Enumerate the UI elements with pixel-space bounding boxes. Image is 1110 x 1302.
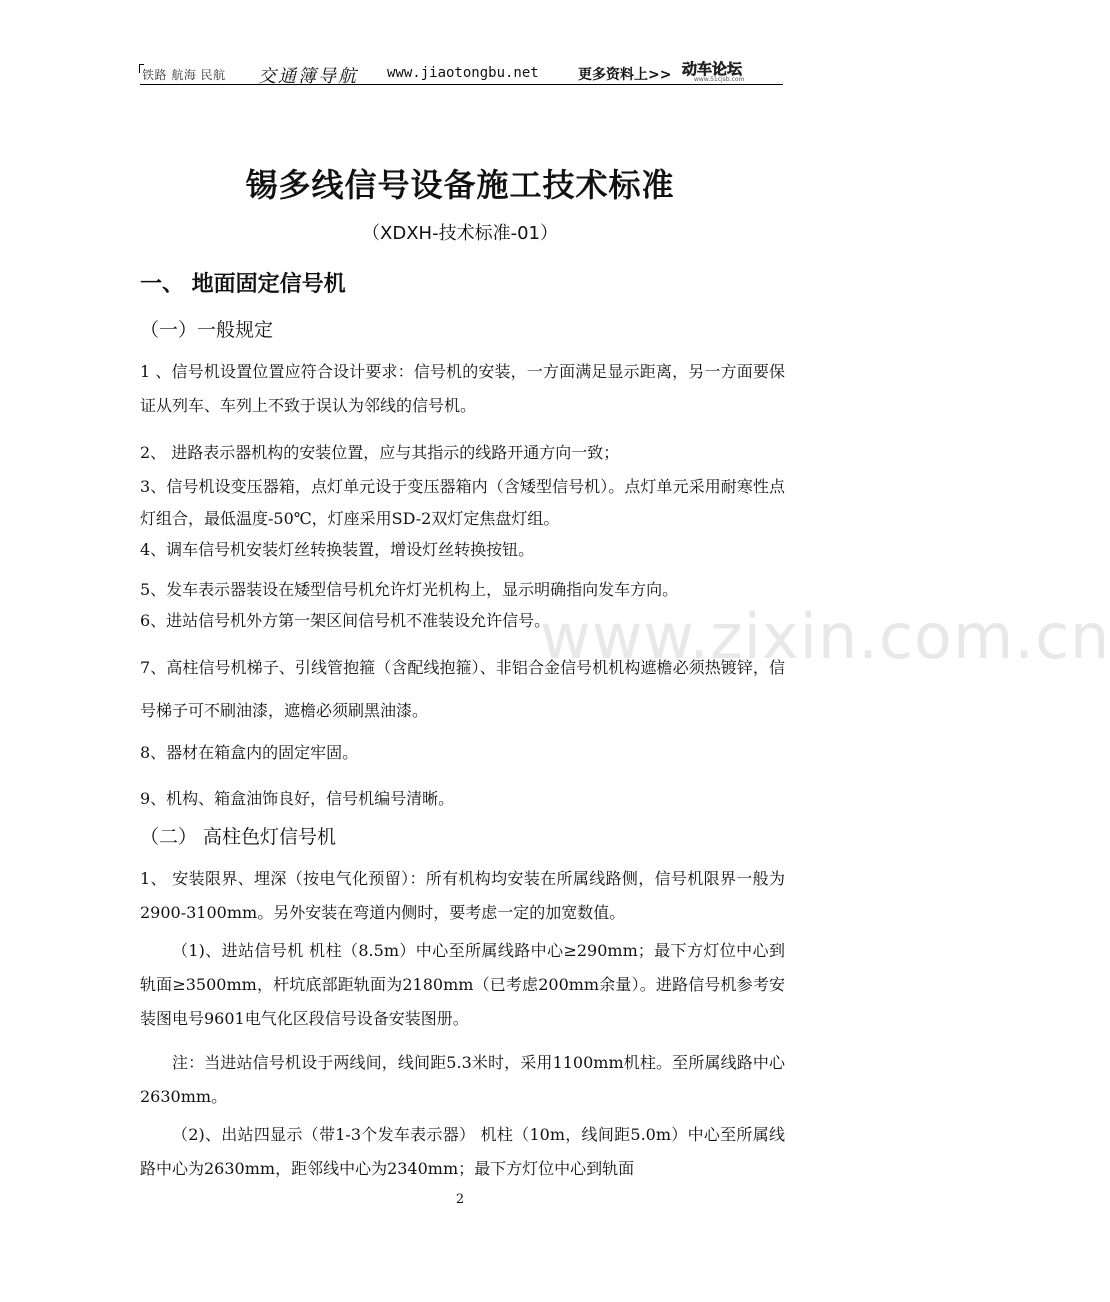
paragraph-item-7: 7、高柱信号机梯子、引线管抱箍（含配线抱箍）、非铝合金信号机机构遮檐必须热镀锌，信号梯子可不刷油漆，遮檐必须刷黑油漆。 xyxy=(140,658,785,720)
paragraph-item-4: 4、调车信号机安装灯丝转换装置，增设灯丝转换按钮。 xyxy=(140,540,535,559)
page-header xyxy=(140,62,783,85)
paragraph-item-5: 5、发车表示器装设在矮型信号机允许灯光机构上，显示明确指向发车方向。 xyxy=(140,580,679,599)
paragraph-item-6: 6、进站信号机外方第一架区间信号机不准装设允许信号。 xyxy=(140,611,551,630)
forum-logo-icon xyxy=(680,60,784,82)
paragraph-item-2: 2、 进路表示器机构的安装位置，应与其指示的线路开通方向一致； xyxy=(140,443,620,462)
header-brand: 交通簿导航 xyxy=(258,66,358,87)
header-url[interactable]: www.jiaotongbu.net xyxy=(387,65,539,81)
header-tags: 铁路 航海 民航 xyxy=(142,68,226,82)
paragraph-item-3: 3、信号机设变压器箱，点灯单元设于变压器箱内（含矮型信号机）。点灯单元采用耐寒性点灯组合，最低温度-50℃，灯座采用SD-2双灯定焦盘灯组。 xyxy=(140,477,785,528)
watermark: www.zixin.com.cn xyxy=(540,600,1110,673)
paragraph-item-1: 1 、信号机设置位置应符合设计要求：信号机的安装，一方面满足显示距离，另一方面要保证从列车、车列上不致于误认为邻线的信号机。 xyxy=(140,362,785,415)
page-number: 2 xyxy=(455,1192,465,1207)
paragraph-item-8: 8、器材在箱盒内的固定牢固。 xyxy=(140,743,359,762)
paragraph-note: 注：当进站信号机设于两线间，线间距5.3米时，采用1100mm机柱。至所属线路中心2630mm。 xyxy=(140,1053,785,1106)
forum-logo-text: 动车论坛 xyxy=(682,60,743,78)
header-more-link[interactable]: 更多资料上>> xyxy=(578,67,672,83)
doc-subtitle: （XDXH-技术标准-01） xyxy=(362,223,558,244)
subsection-heading-1: （一）一般规定 xyxy=(140,319,274,341)
section-heading-1: 一、 地面固定信号机 xyxy=(140,272,346,297)
paragraph-sec2-item-3: （2)、出站四显示（带1-3个发车表示器） 机柱（10m，线间距5.0m）中心至所属线路中心为2630mm，距邻线中心为2340mm；最下方灯位中心到轨面 xyxy=(140,1125,785,1178)
paragraph-sec2-item-2: （1)、进站信号机 机柱（8.5m）中心至所属线路中心≥290mm；最下方灯位中心到轨面≥3500mm，杆坑底部距轨面为2180mm（已考虑200mm余量）。进路信号机参考安装图电号9601电气化区段信号设备安装图册。 xyxy=(140,941,785,1028)
paragraph-item-9: 9、机构、箱盒油饰良好，信号机编号清晰。 xyxy=(140,789,455,808)
subsection-heading-2: （二） 高柱色灯信号机 xyxy=(140,826,337,848)
forum-logo-sub: www.51cjsb.com xyxy=(694,76,745,83)
doc-title: 锡多线信号设备施工技术标准 xyxy=(245,166,675,204)
paragraph-sec2-item-1: 1、 安装限界、埋深（按电气化预留）：所有机构均安装在所属线路侧，信号机限界一般为2900-3100mm。另外安装在弯道内侧时，要考虑一定的加宽数值。 xyxy=(140,869,785,922)
